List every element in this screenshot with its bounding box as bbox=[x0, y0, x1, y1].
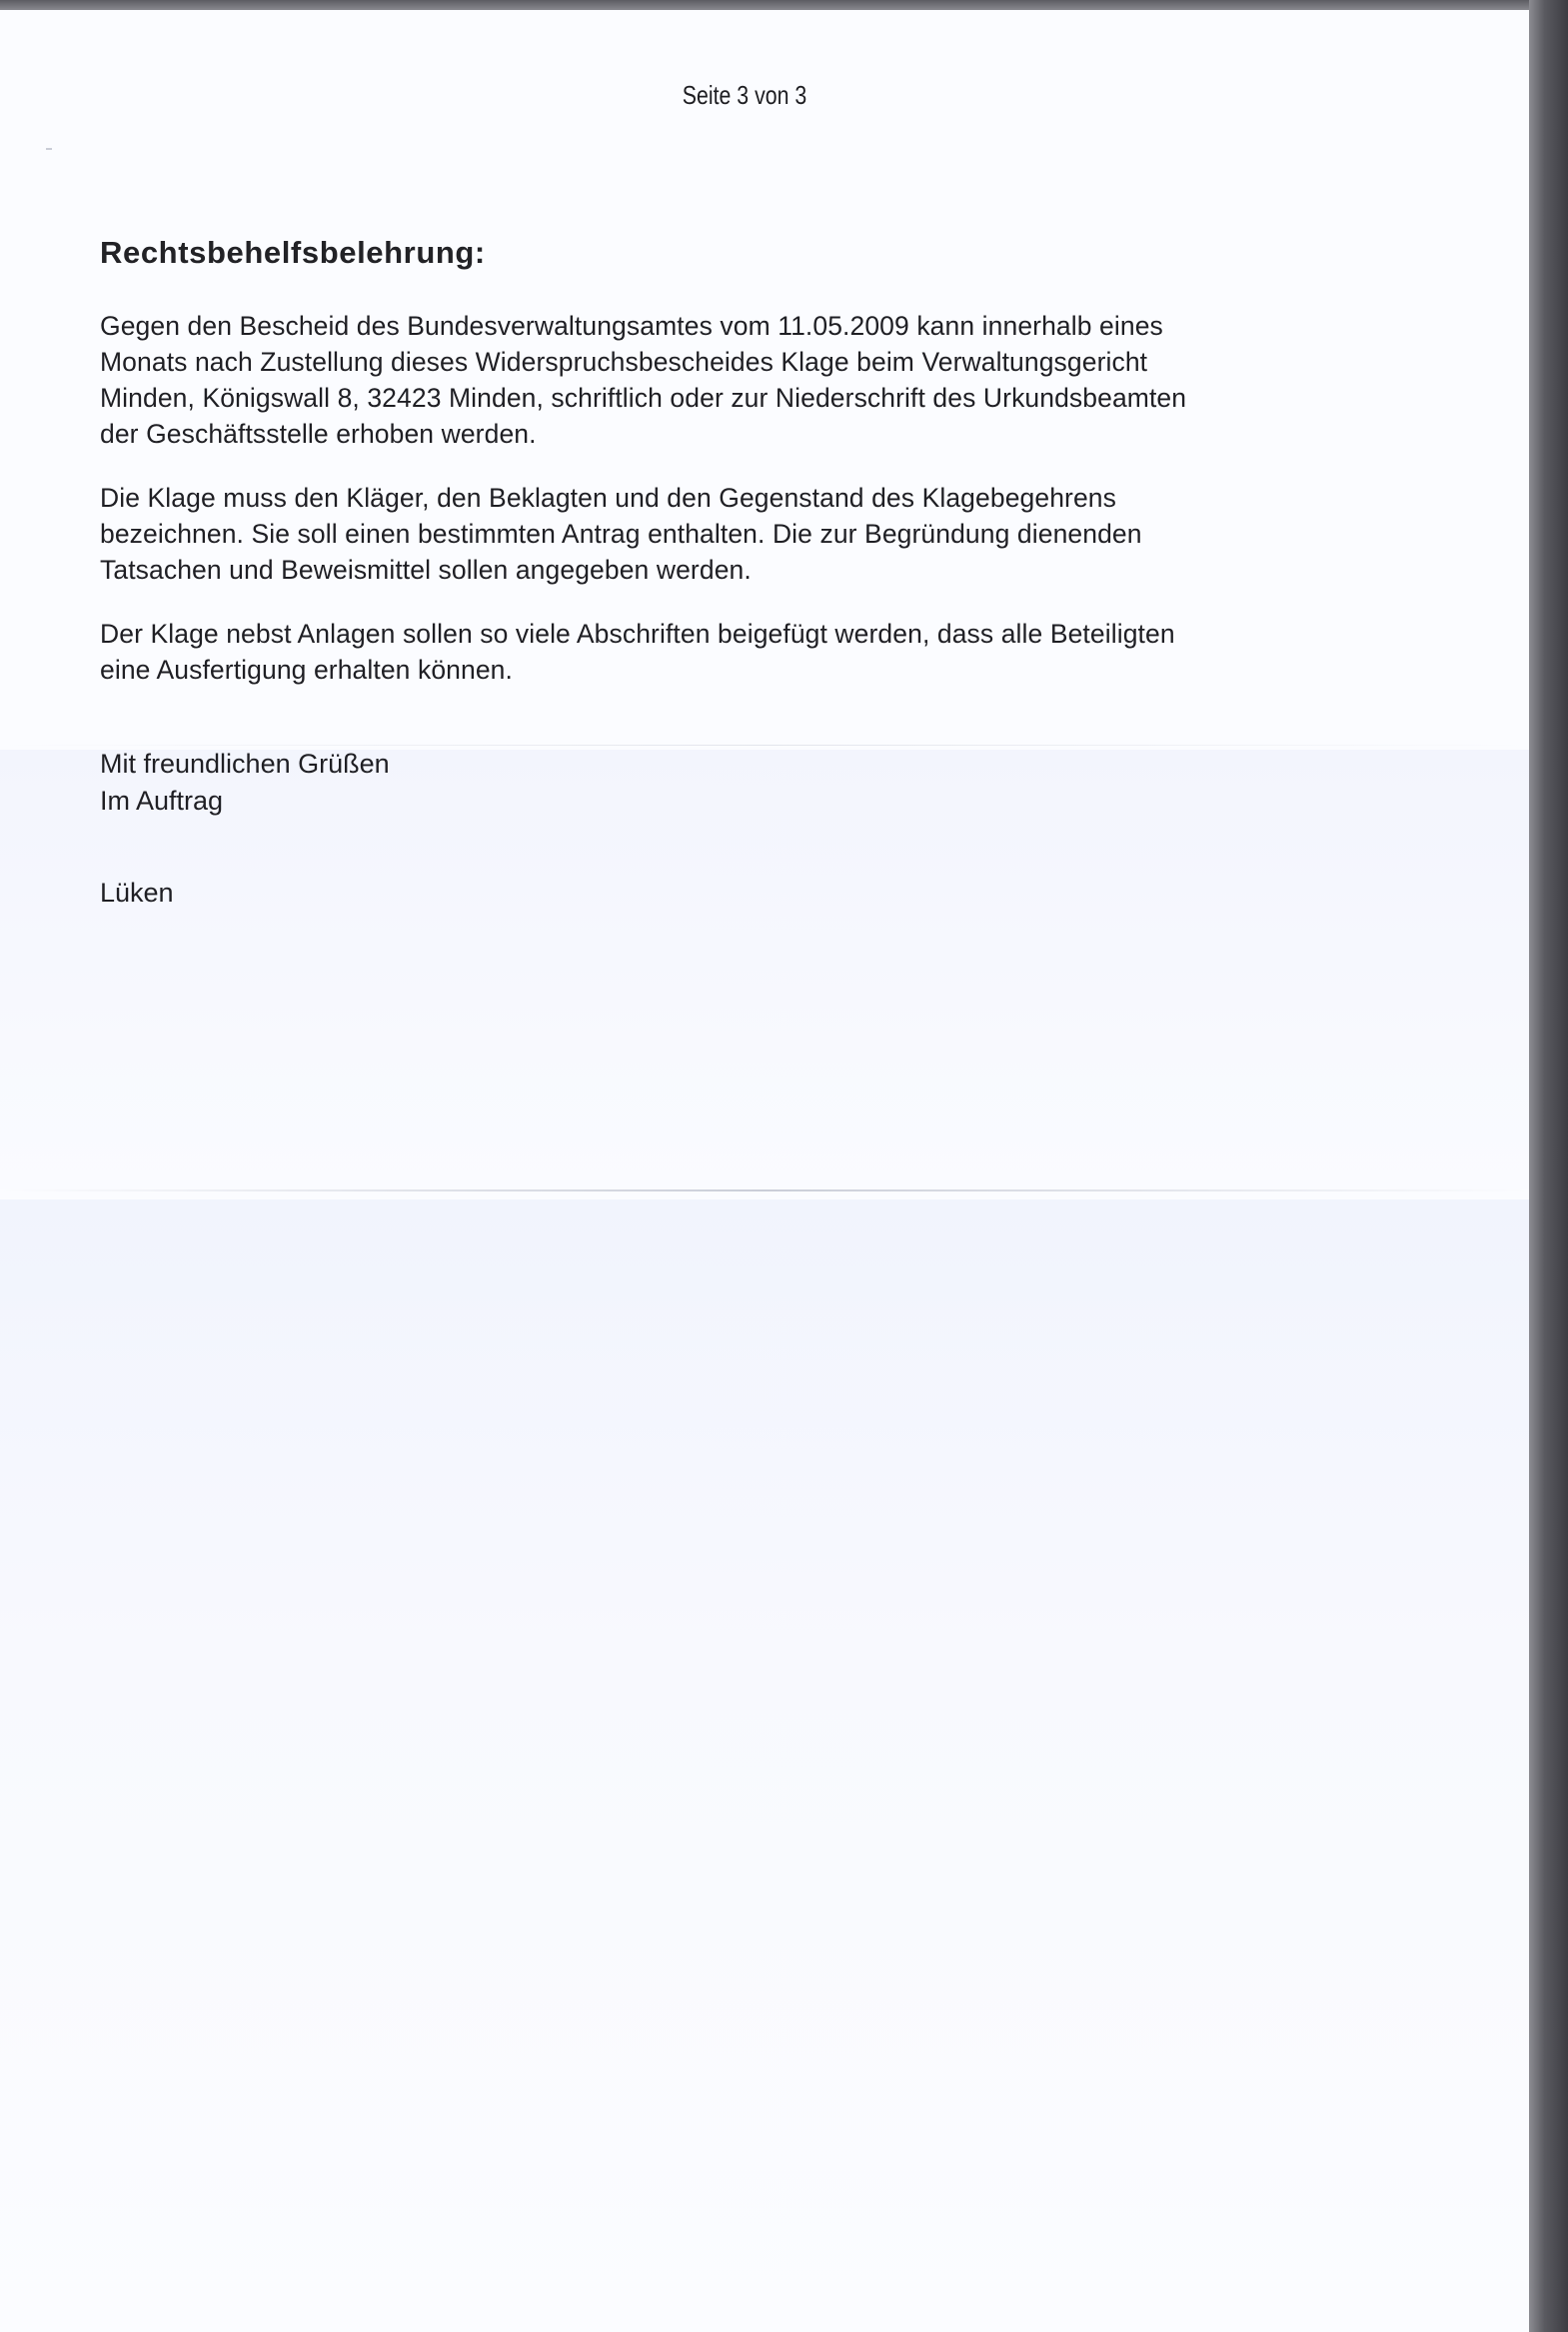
text-line: Minden, Königswall 8, 32423 Minden, schriftlich oder zur Niederschrift des Urkundsbeamten bbox=[100, 383, 1187, 413]
paragraph-requirements bbox=[100, 480, 1419, 588]
section-heading: Rechtsbehelfsbelehrung: bbox=[100, 235, 486, 270]
paragraph-copies bbox=[100, 616, 1419, 688]
text-line: Die Klage muss den Kläger, den Beklagten und den Gegenstand des Klagebegehrens bbox=[100, 483, 1116, 513]
letter-body bbox=[100, 235, 1419, 909]
scan-border-right bbox=[1529, 0, 1568, 2332]
text-line: der Geschäftsstelle erhoben werden. bbox=[100, 419, 537, 449]
paper-shading-lower bbox=[0, 1199, 1529, 2332]
text-line: bezeichnen. Sie soll einen bestimmten Antrag enthalten. Die zur Begründung dienenden bbox=[100, 519, 1142, 549]
closing-authority: Im Auftrag bbox=[100, 786, 224, 816]
text-line: Gegen den Bescheid des Bundesverwaltungsamtes vom 11.05.2009 kann innerhalb eines bbox=[100, 311, 1163, 341]
closing-block bbox=[100, 746, 1419, 820]
document-page bbox=[0, 10, 1529, 2332]
text-line: Der Klage nebst Anlagen sollen so viele Abschriften beigefügt werden, dass alle Beteiligten bbox=[100, 619, 1175, 649]
closing-greeting: Mit freundlichen Grüßen bbox=[100, 749, 390, 779]
text-line: Tatsachen und Beweismittel sollen angegeben werden. bbox=[100, 555, 752, 585]
scan-speck bbox=[46, 148, 52, 150]
page-number: Seite 3 von 3 bbox=[682, 80, 807, 110]
signer-name: Lüken bbox=[100, 878, 174, 908]
text-line: Monats nach Zustellung dieses Widerspruchsbescheides Klage beim Verwaltungsgericht bbox=[100, 347, 1148, 377]
paper-fold-line bbox=[0, 1189, 1529, 1191]
paragraph-deadline bbox=[100, 308, 1419, 452]
text-line: eine Ausfertigung erhalten können. bbox=[100, 655, 513, 685]
